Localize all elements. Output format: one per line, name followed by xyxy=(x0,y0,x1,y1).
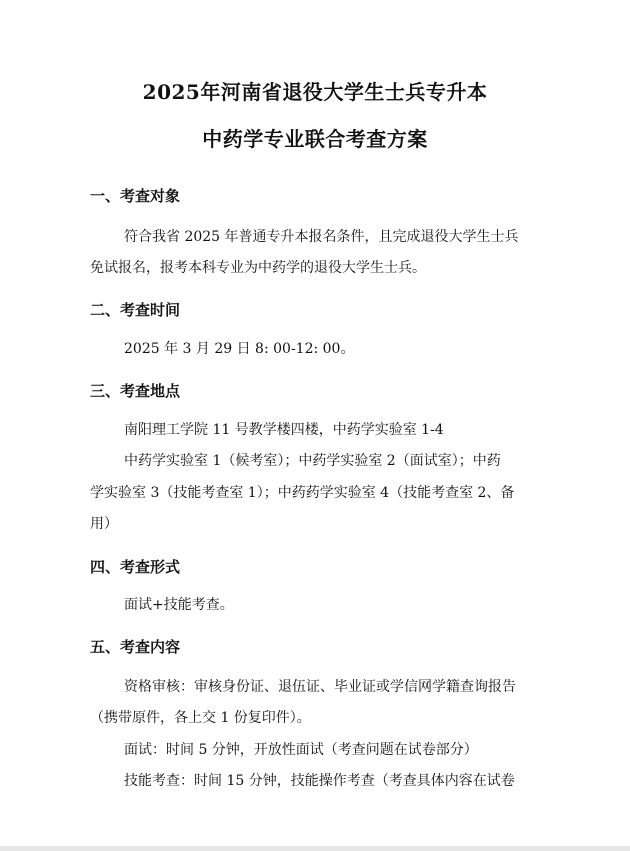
paragraph-line: 技能考查：时间 15 分钟，技能操作考查（考查具体内容在试卷 xyxy=(124,773,515,789)
paragraph-line: 学实验室 3（技能考查室 1）；中药药学实验室 4（技能考查室 2、备 xyxy=(90,485,515,501)
paragraph-line: 2025 年 3 月 29 日 8: 00-12: 00。 xyxy=(124,341,355,357)
paragraph-line: 面试：时间 5 分钟，开放性面试（考查问题在试卷部分） xyxy=(124,742,478,758)
page-bottom-edge xyxy=(0,846,630,851)
paragraph-line: （携带原件，各上交 1 份复印件）。 xyxy=(90,710,311,726)
paragraph-line: 面试+技能考查。 xyxy=(124,597,234,613)
paragraph-line: 符合我省 2025 年普通专升本报名条件，且完成退役大学生士兵 xyxy=(124,229,519,245)
paragraph-line: 用） xyxy=(90,516,118,532)
paragraph-line: 中药学实验室 1（候考室）；中药学实验室 2（面试室）；中药 xyxy=(124,453,501,469)
paragraph-line: 南阳理工学院 11 号教学楼四楼，中药学实验室 1-4 xyxy=(124,422,444,438)
section-heading-format: 四、考查形式 xyxy=(90,558,181,576)
paragraph-line: 免试报名，报考本科专业为中药学的退役大学生士兵。 xyxy=(90,260,426,276)
section-heading-target: 一、考查对象 xyxy=(90,187,181,205)
section-heading-location: 三、考查地点 xyxy=(90,382,181,400)
document-title-line1: 2025年河南省退役大学生士兵专升本 xyxy=(142,80,488,104)
section-heading-time: 二、考查时间 xyxy=(90,301,181,319)
document-title-line2: 中药学专业联合考查方案 xyxy=(202,127,428,151)
paragraph-line: 资格审核：审核身份证、退伍证、毕业证或学信网学籍查询报告 xyxy=(124,679,516,695)
section-heading-content: 五、考查内容 xyxy=(90,638,181,656)
